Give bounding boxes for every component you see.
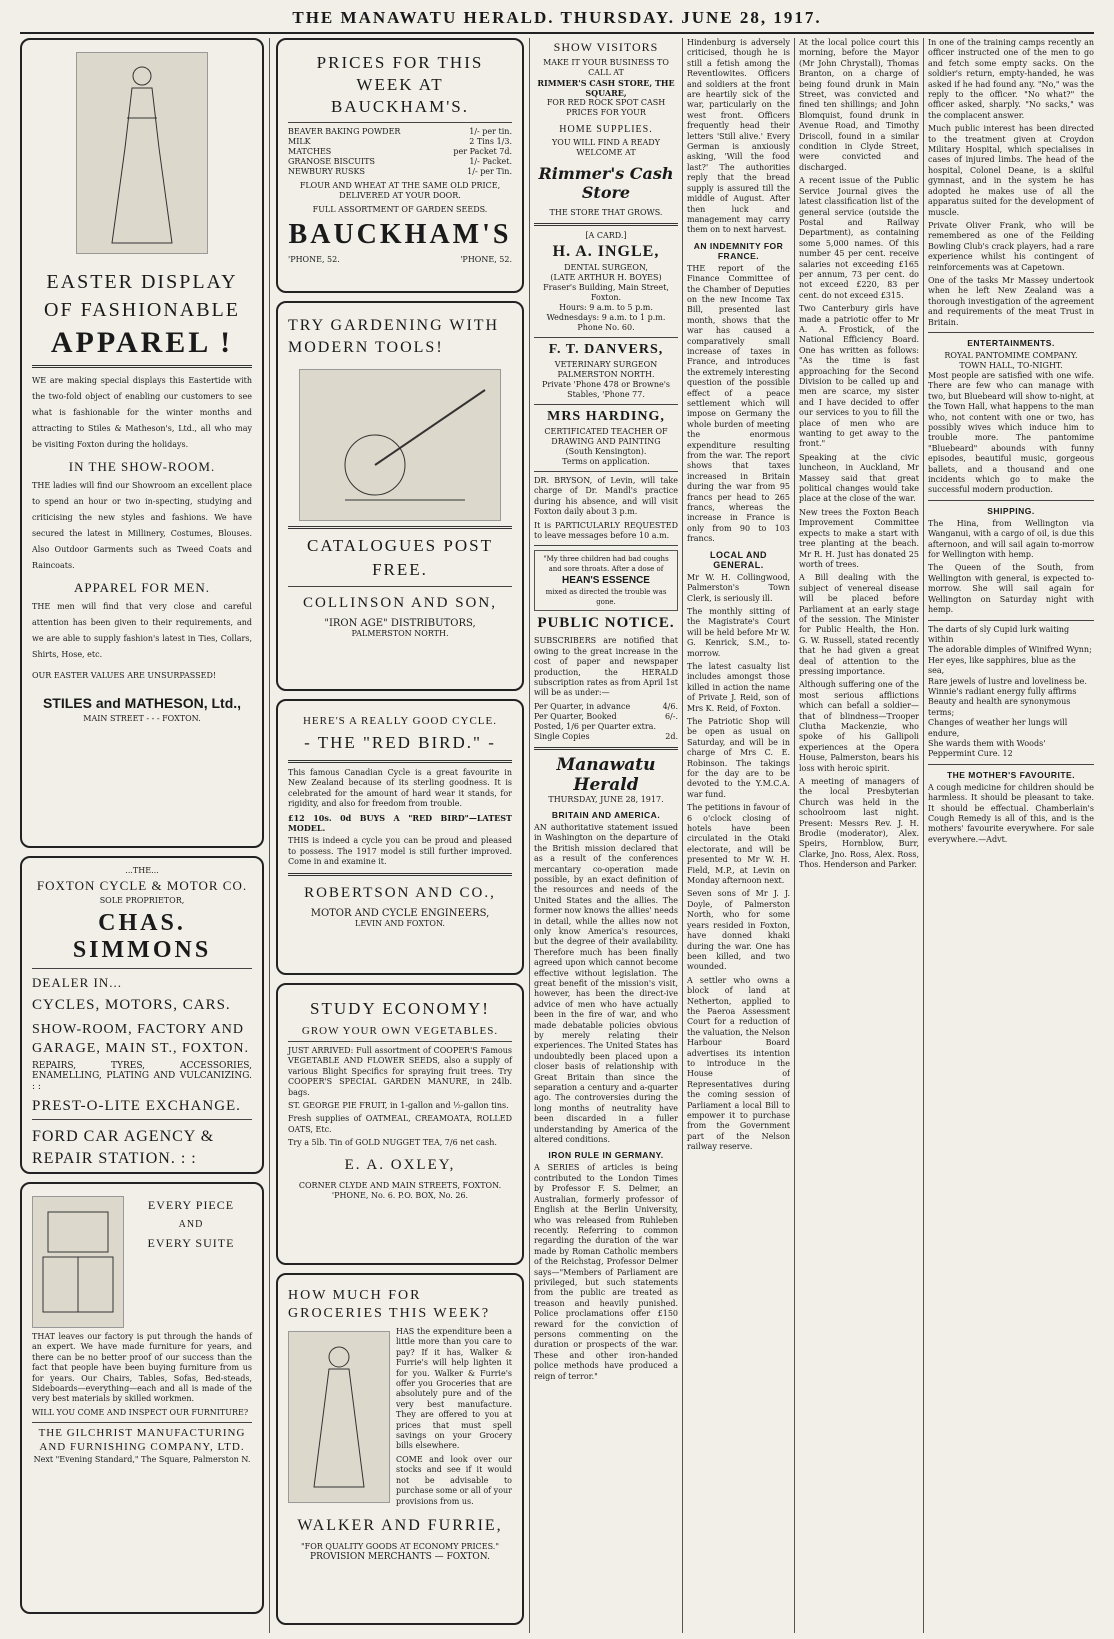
poem-line: The darts of sly Cupid lurk waiting within xyxy=(928,624,1070,644)
article-text: New trees the Foxton Beach Improvement Committee expects to make a start with tree planting at the beach. Mr R. H. Just has donated 25 worth of trees. xyxy=(799,507,919,569)
card-label: [A CARD.] xyxy=(585,231,627,240)
paper-date: THURSDAY, JUNE 28, 1917. xyxy=(548,794,664,804)
bauckham-name: BAUCKHAM'S xyxy=(288,219,512,250)
ingle-late: (LATE ARTHUR H. BOYES) xyxy=(550,273,662,282)
rate-row: Posted, 1/6 per Quarter extra. xyxy=(534,721,656,731)
rimmer-l2: RIMMER'S CASH STORE, THE SQUARE, xyxy=(537,78,675,98)
section-heading: IRON RULE IN GERMANY. xyxy=(548,1150,664,1161)
article-text: One of the tasks Mr Massey undertook when he left New Zealand was a thorough investigation of the agreement and requirements of the meat Trust in Britain. xyxy=(928,275,1094,327)
divider xyxy=(288,873,512,876)
column-divider xyxy=(923,38,924,1633)
oxley-h2: GROW YOUR OWN VEGETABLES. xyxy=(301,1025,499,1037)
divider xyxy=(288,760,512,763)
divider xyxy=(534,404,678,405)
divider xyxy=(32,1422,252,1423)
simmons-l1: ...THE... xyxy=(125,866,159,875)
harding-school: (South Kensington). xyxy=(565,447,647,456)
collinson-l1: "IRON AGE" DISTRIBUTORS, xyxy=(324,618,476,629)
column-6 xyxy=(928,38,1094,1633)
article-text: Two Canterbury girls have made a patriotic offer to Mr A. A. Frostick, of the National Efficiency Board. One has written as follows: "As the time is fast approaching for the Second Division to be called up and men are scarce, my sister and I have decided to offer our services to you to fill the place of men who are wanting to get away to the front." xyxy=(799,304,919,449)
poem-line: The adorable dimples of Winifred Wynn; xyxy=(928,645,1092,655)
iron-rule-text: A SERIES of articles is being contributed to the London Times by Professor F. S. Delmer, an Australian, formerly professor of English at the Berlin University, who was released from Ruhleben recently. Referring to common regarding the duration of the war made by Roman Catholic members of the Reichstag, Professor Delmer says—"Members of Parliament are privileged, but such statements from the public are treated as treason and heavily punished. Police proclamations offer £150 reward for the conviction of persons commenting on the duration or prospects of the war. These and other iron-handed police methods have produced a reign of terror." xyxy=(534,1163,678,1381)
simmons-l9: FORD CAR AGENCY & REPAIR STATION. : : xyxy=(32,1128,215,1168)
simmons-name: CHAS. SIMMONS xyxy=(72,910,212,963)
rate-row: Single Copies 2d. xyxy=(534,731,678,741)
poem-line: She wards them with Woods' Peppermint Cure. 12 xyxy=(928,738,1046,759)
rimmer-l5: YOU WILL FIND A READY WELCOME AT xyxy=(552,138,660,157)
stiles-showroom-text: THE ladies will find our Showroom an excellent place to spend an hour or two in-specting, studying and criticising the new styles and fashions. We have secured the latest in Millinery, Costumes, Blouses. Also Outdoor Garments such as Tweed Coats and Raincoats. xyxy=(32,481,252,570)
article-text: A recent issue of the Public Service Journal gives the latest classification list of the general service (outside the Postal and Railway Department), as containing some 5,000 names. Of this number 45 per cent. receive salaries not exceeding £165 per annum, 73 per cent. do not exceed £220, 83 per cent. do not exceed £315. xyxy=(799,176,919,300)
stiles-men-text: THE men will find that very close and careful attention has been given to their requirements, and we are able to supply fashion's latest in Ties, Collars, Shirts, Hose, etc. xyxy=(32,602,252,659)
bauckham-ad xyxy=(276,38,524,293)
dress-illustration-icon xyxy=(87,58,197,248)
harding-title: CERTIFICATED TEACHER OF DRAWING AND PAINTING xyxy=(544,427,668,446)
divider xyxy=(928,332,1094,333)
column-5 xyxy=(799,38,919,1633)
gilchrist-address: Next "Evening Standard," The Square, Palmerston N. xyxy=(33,1455,251,1465)
divider xyxy=(288,526,512,529)
column-2 xyxy=(276,38,524,1633)
stiles-showroom-heading: IN THE SHOW-ROOM. xyxy=(68,459,216,474)
simmons-l4: DEALER IN... xyxy=(32,975,122,990)
entertainment-subheading: ROYAL PANTOMIME COMPANY. xyxy=(944,350,1078,360)
gilchrist-name-2: AND FURNISHING COMPANY, LTD. xyxy=(39,1441,245,1454)
danvers-name: F. T. DANVERS, xyxy=(548,342,664,357)
gilchrist-text: THAT leaves our factory is put through the hands of an expert. We have made furniture for years, and there can be no better proof of our success than the fact that people have been buying furniture from us for years. Our Chairs, Tables, Sofas, Bed-steads, Sideboards—everything—each and all is made of the very best materials by skilled workmen. xyxy=(32,1332,252,1404)
collinson-name: COLLINSON AND SON, xyxy=(303,595,497,611)
article-text: The latest casualty list includes amongst those killed in action the name of Private J. Reid, son of Mrs K. Reid, of Foxton. xyxy=(687,661,790,713)
walker-headline: HOW MUCH FOR GROCERIES THIS WEEK? xyxy=(288,1288,491,1321)
article-text: The Hina, from Wellington via Wanganui, with a cargo of oil, is due this afternoon, and will sail again to-morrow for Wellington with hemp. xyxy=(928,518,1094,560)
collinson-l2: PALMERSTON NORTH. xyxy=(351,629,449,638)
gilchrist-name-1: THE GILCHRIST MANUFACTURING xyxy=(38,1427,246,1440)
section-heading: SHIPPING. xyxy=(987,505,1035,516)
price-row: MILK 2 Tins 1/3. xyxy=(288,137,512,146)
stiles-name: STILES and MATHESON, Ltd., xyxy=(42,695,242,712)
ingle-name: H. A. INGLE, xyxy=(552,243,660,260)
simmons-l6: SHOW-ROOM, FACTORY AND GARAGE, MAIN ST., FOXTON. xyxy=(32,1022,249,1056)
article-text: The petitions in favour of 6 o'clock closing of hotels have been circulated in the Otaki electorate, and will be presented to Mr W. H. Field, M.P., at Levin on Monday afternoon next. xyxy=(687,803,790,886)
article-text: Mr W. H. Collingwood, Palmerston's Town Clerk, is seriously ill. xyxy=(687,572,790,603)
column-divider xyxy=(794,38,795,1633)
ingle-title: DENTAL SURGEON, xyxy=(564,263,648,272)
redbird-text: This famous Canadian Cycle is a great favourite in New Zealand because of its sterling goodness. It is celebrated for the amount of hard wear it stands, for rigidity, and also for freedom from trouble. xyxy=(288,768,512,809)
rimmer-headline: SHOW VISITORS xyxy=(553,40,659,54)
column-divider xyxy=(529,38,530,1633)
shopper-icon xyxy=(294,1337,384,1497)
divider xyxy=(534,545,678,546)
divider xyxy=(534,337,678,338)
bauckham-seeds: FULL ASSORTMENT OF GARDEN SEEDS. xyxy=(312,205,488,214)
kean-text-2: mixed as directed the trouble was gone. xyxy=(545,588,667,607)
price-row: GRANOSE BISCUITS 1/- Packet. xyxy=(288,157,512,166)
stiles-headline-2: OF FASHIONABLE xyxy=(44,299,240,321)
rate-row: Per Quarter, Booked 6/-. xyxy=(534,711,678,721)
divider xyxy=(288,122,512,123)
sideboard-figure xyxy=(32,1196,124,1328)
redbird-name: ROBERTSON AND CO., xyxy=(304,884,496,901)
masthead-rule xyxy=(20,32,1094,34)
kean-ad xyxy=(534,550,678,611)
walker-l1: "FOR QUALITY GOODS AT ECONOMY PRICES." xyxy=(300,1541,500,1551)
column-divider xyxy=(269,38,270,1633)
divider xyxy=(928,500,1094,501)
kean-text-1: "My three children had bad coughs and sore throats. After a dose of xyxy=(543,555,669,574)
article-text: In one of the training camps recently an officer instructed one of the men to go and fetch some empty sacks. On the soldier's return, empty-handed, he was asked if he had found any. "No," was the reply to the officer. "No what?" the officer asked, sharply. "No sacks," was the complacent answer. xyxy=(928,38,1094,120)
price-row: MATCHES per Packet 7d. xyxy=(288,147,512,156)
article-text: Hindenburg is adversely criticised, though he is still a fetish among the Reventlowites. Officers and soldiers at the front are heartily sick of the war, particularly on the west front. Officers frequently head their letters 'Still alive.' Every German is anxiously asking, 'Will the food last?' The authorities reply that the bread supply is assured till the middle of August. After then luck and management may carry them on to next harvest. xyxy=(687,38,790,235)
walker-text-2: COME and look over our stocks and see if it would not be advisable to purchase some or all of your provisions from us. xyxy=(396,1454,512,1506)
price-row: BEAVER BAKING POWDER 1/- per tin. xyxy=(288,127,512,136)
rimmer-logo: Rimmer's Cash Store xyxy=(538,164,674,202)
poem-line: Her eyes, like sapphires, blue as the sea, xyxy=(928,655,1076,676)
kean-name: HEAN'S ESSENCE xyxy=(562,575,650,587)
article-text: The monthly sitting of the Magistrate's Court will be held before Mr W. G. Kenrick, S.M., to-morrow. xyxy=(687,606,790,658)
poem xyxy=(928,625,1094,760)
article-text: Although suffering one of the most serious afflictions which can befall a soldier—that of blindness—Trooper Clutha Mackenzie, who spoke of his Gallipoli experiences at the Opera House, Palmerston, bears his loss with heroic spirit. xyxy=(799,680,919,773)
divider xyxy=(288,1041,512,1042)
rimmer-l3: FOR RED ROCK SPOT CASH PRICES FOR YOUR xyxy=(546,98,666,117)
oxley-name: E. A. OXLEY, xyxy=(344,1156,456,1173)
walker-text-1: HAS the expenditure been a little more than you care to pay? If it has, Walker & Furrie's will help lighten it for you. Walker & Furrie's offer you Groceries that are absolutely pure and of the very best manufacture. They are offered to you at prices that must spell savings on your Grocery bills elsewhere. xyxy=(396,1327,512,1451)
bauckham-price-list xyxy=(288,127,512,177)
divider xyxy=(32,1119,252,1120)
fashion-figure xyxy=(76,52,208,254)
section-heading: ENTERTAINMENTS. xyxy=(967,337,1055,348)
column-1 xyxy=(20,38,264,1622)
divider xyxy=(534,747,678,750)
column-divider xyxy=(682,38,683,1633)
article-text: Most people are satisfied with one wife. There are few who can manage with two, but Bluebeard will show to-night, at the Town Hall, what happens to the man who, not content with one or two, has possibly wives which induce him to trouble more. The pantomime "Bluebeard" abounds with funny episodes, beautiful music, gorgeous ballets, and a thousand and one incidents which go to make the successful modern production. xyxy=(928,370,1094,495)
simmons-l3: SOLE PROPRIETOR, xyxy=(99,896,185,905)
walker-l2: PROVISION MERCHANTS — FOXTON. xyxy=(310,1551,490,1562)
stiles-values: OUR EASTER VALUES ARE UNSURPASSED! xyxy=(32,671,217,680)
stiles-matheson-ad xyxy=(20,38,264,848)
danvers-title: VETERINARY SURGEON xyxy=(554,360,658,369)
divider xyxy=(534,223,678,226)
bauckham-headline: PRICES FOR THIS WEEK AT BAUCKHAM'S. xyxy=(316,53,484,116)
simmons-l5: CYCLES, MOTORS, CARS. xyxy=(32,997,231,1013)
bryson-request: It is PARTICULARLY REQUESTED to leave messages before 10 a.m. xyxy=(534,520,678,541)
section-heading: LOCAL AND GENERAL. xyxy=(710,549,767,570)
article-text: Much public interest has been directed to the treatment given at Croydon Military Hospital, which specialises in cases of injured limbs. The head of the hospital, Colonel Deane, is a skilful gymnast, and in the system he has adopted he makes use of all the apparatus suited for the development of muscle. xyxy=(928,124,1094,217)
article-text: A cough medicine for children should be harmless. It should be pleasant to take. It should be effectual. Chamberlain's Cough Remedy is all of this, and is the mothers' favourite everywhere. For sale everywhere.—Advt. xyxy=(928,782,1094,844)
poem-line: Beauty and health are synonymous terms; xyxy=(928,697,1071,717)
rimmer-tag: THE STORE THAT GROWS. xyxy=(549,208,663,217)
britain-america-text: AN authoritative statement issued in Washington on the departure of the British mission declared that as a result of the conferences mercantary co-operation made possible, by an exact definition of the resources and needs of the United States and the allies. The former now knows the allies' needs in detail, while the allies now not only know America's resources, but the degree of their availability. Therefore much has been finally agreed upon which cannot become effective without legislation. The great benefit of the mission's visit, however, has been the direct-ive advice of men who have actually been in the fire of war, and who made debatable policies obvious by merely relating their experiences. The United States has undoubtedly been placed upon a closer basis of relationship with Great Britain than since the separation a century and a-quarter ago. The controversies during the long months of neutrality have been discarded in a fuller understanding by America of the altered conditions. xyxy=(534,822,678,1145)
section-heading: AN INDEMNITY FOR FRANCE. xyxy=(693,240,784,261)
divider xyxy=(288,586,512,587)
ingle-address: Fraser's Building, Main Street, Foxton. xyxy=(543,283,669,302)
redbird-h2: - THE "RED BIRD." - xyxy=(304,733,496,752)
redbird-text-2: THIS is indeed a cycle you can be proud and pleased to possess. The 1917 model is still further improved. Come in and examine it. xyxy=(288,836,512,867)
notice-text: SUBSCRIBERS are notified that owing to the great increase in the cost of paper and newspaper production, the HERALD subscription rates as from April 1st will be as under:— xyxy=(534,636,678,698)
collinson-headline: TRY GARDENING WITH MODERN TOOLS! xyxy=(288,317,500,356)
article-text: A meeting of managers of the local Presbyterian Church was held in the schoolroom last night. Present: Messrs Rev. J. H. Brodie (moderator), Alex. Speirs, Hornblow, Burr, Clarke, Jno. Ross, Alex. Ross, Thos. Henderson and Parker. xyxy=(799,777,919,870)
oxley-l2: 'PHONE, No. 6. P.O. BOX, No. 26. xyxy=(331,1190,469,1200)
cultivator-figure xyxy=(299,369,501,521)
rate-row: Per Quarter, in advance 4/6. xyxy=(534,701,678,711)
article-text: At the local police court this morning, before the Mayor (Mr John Chrystall), Thomas Branton, on a charge of being found drunk in Main Street, was convicted and fined ten shillings; and John Blomquist, found drunk in Avenue Road, and Timothy Driscoll, found in a similar condition in Clyde Street, were convicted and discharged. xyxy=(799,38,919,172)
stiles-headline-1: EASTER DISPLAY xyxy=(46,271,238,293)
gilchrist-ad xyxy=(20,1182,264,1614)
paper-title: Manawatu Herald xyxy=(556,754,656,795)
bryson-notice: DR. BRYSON, of Levin, will take charge of Dr. Mandl's practice during his absence, and will visit Foxton daily about 3 p.m. xyxy=(534,476,678,517)
cultivator-icon xyxy=(305,375,495,515)
bauckham-phones: 'PHONE, 52. 'PHONE, 52. xyxy=(288,255,512,264)
stiles-intro: WE are making special displays this Eastertide with the two-fold object of enabling our customers to see what is fashionable for the winter months and attracting to Stiles & Matheson's, Ltd., all who may be visiting Foxton during the holidays. xyxy=(32,376,252,449)
divider xyxy=(928,764,1094,765)
article-text: The Queen of the South, from Wellington with general, is expected to-morrow. She will sail again for Wellington on Saturday night with hemp. xyxy=(928,563,1094,615)
ingle-hours: Hours: 9 a.m. to 5 p.m. Wednesdays: 9 a.m. to 1 p.m. xyxy=(546,303,666,322)
redbird-l2: LEVIN AND FOXTON. xyxy=(355,918,445,928)
collinson-ad xyxy=(276,301,524,691)
walker-name: WALKER AND FURRIE, xyxy=(297,1516,503,1534)
redbird-ad xyxy=(276,699,524,975)
masthead: THE MANAWATU HERALD. THURSDAY. JUNE 28, 1917. xyxy=(292,8,822,27)
stiles-address: MAIN STREET - - - FOXTON. xyxy=(83,714,201,724)
walker-furrie-ad xyxy=(276,1273,524,1625)
redbird-l1: MOTOR AND CYCLE ENGINEERS, xyxy=(310,907,490,919)
oxley-h1: STUDY ECONOMY! xyxy=(310,999,490,1018)
harding-terms: Terms on application. xyxy=(562,457,650,466)
article-text: Seven sons of Mr J. J. Doyle, of Palmerston North, who for some years resided in Foxton, have donned khaki during the war. One has been killed, and two wounded. xyxy=(687,889,790,972)
divider xyxy=(534,471,678,472)
price-row: NEWBURY RUSKS 1/- per Tin. xyxy=(288,167,512,176)
harding-name: MRS HARDING, xyxy=(547,409,665,424)
column-3 xyxy=(534,38,678,1385)
section-heading: BRITAIN AND AMERICA. xyxy=(551,809,661,820)
oxley-l1: CORNER CLYDE AND MAIN STREETS, FOXTON. xyxy=(298,1180,502,1190)
oxley-ad xyxy=(276,983,524,1265)
oxley-text-4: Try a 5lb. Tin of GOLD NUGGET TEA, 7/6 net cash. xyxy=(288,1138,497,1148)
poem-line: Changes of weather her lungs will endure, xyxy=(928,718,1068,738)
simmons-ad xyxy=(20,856,264,1174)
ingle-phone: Phone No. 60. xyxy=(577,323,635,332)
simmons-l7: REPAIRS, TYRES, ACCESSORIES, ENAMELLING, PLATING AND VULCANIZING. : : xyxy=(32,1061,252,1092)
column-4 xyxy=(687,38,790,1633)
divider xyxy=(928,620,1094,621)
shopper-figure xyxy=(288,1331,390,1503)
rimmer-l1: MAKE IT YOUR BUSINESS TO CALL AT xyxy=(543,58,669,77)
entertainment-subheading: TOWN HALL, TO-NIGHT. xyxy=(959,360,1063,370)
redbird-price: £12 10s. 0d BUYS A "RED BIRD"—LATEST MODEL. xyxy=(288,812,512,834)
article-text: The Patriotic Shop will be open as usual on Saturday, and will be in charge of Mrs C. E. Robinson. The takings for the day are to be devoted to the Y.M.C.A. war fund. xyxy=(687,716,790,799)
simmons-company: FOXTON CYCLE & MOTOR CO. xyxy=(36,878,248,893)
gilchrist-h2: AND xyxy=(178,1219,204,1230)
notice-heading: PUBLIC NOTICE. xyxy=(537,615,675,632)
collinson-catalogues: CATALOGUES POST FREE. xyxy=(307,536,493,579)
rimmer-l4: HOME SUPPLIES. xyxy=(559,124,653,135)
oxley-text-1: JUST ARRIVED: Full assortment of COOPER'S Famous VEGETABLE AND FLOWER SEEDS, also a supply of various Blight Specifics for spraying fruit trees. Try COOPER'S SPECIAL GARDEN MANURE, in 24lb. bags. xyxy=(288,1046,512,1097)
article-text: THE report of the Finance Committee of the Chamber of Deputies on the new Income Tax Bill, presented last month, shows that the war has caused a comparatively small increase of taxes in France, and introduces the extremely interesting question of the possible effect of a peace settlement which will impose on Germany the whole burden of meeting the enormous expenditure resulting from the war. The report shows that taxes increased in Britain during the war from 95 francs per head to 265 francs, whereas the increase in France is only from 90 to 103 francs. xyxy=(687,263,790,544)
article-text: Speaking at the civic luncheon, in Auckland, Mr Massey said that great political changes would take place at the close of the war. xyxy=(799,452,919,504)
oxley-text-2: ST. GEORGE PIE FRUIT, in 1-gallon and ½-gallon tins. xyxy=(288,1101,509,1111)
redbird-h1: HERE'S A REALLY GOOD CYCLE. xyxy=(302,715,497,727)
section-heading: THE MOTHER'S FAVOURITE. xyxy=(946,769,1076,780)
divider xyxy=(32,968,252,969)
article-text: Private Oliver Frank, who will be remembered as one of the Feilding Bowling Club's crack players, had a rare experience whilst his contingent of reinforcements was at Capetown. xyxy=(928,220,1094,272)
gilchrist-h3: EVERY SUITE xyxy=(147,1236,235,1250)
poem-line: Winnie's radiant energy fully affirms xyxy=(928,686,1077,696)
gilchrist-invite: WILL YOU COME AND INSPECT OUR FURNITURE? xyxy=(32,1407,249,1417)
divider xyxy=(32,365,252,368)
sideboard-icon xyxy=(38,1202,118,1322)
poem-line: Rare jewels of lustre and loveliness be. xyxy=(928,676,1087,686)
danvers-phone: Private 'Phone 478 or Browne's Stables, 'Phone 77. xyxy=(541,380,671,399)
bauckham-flour: FLOUR AND WHEAT AT THE SAME OLD PRICE, DELIVERED AT YOUR DOOR. xyxy=(299,181,501,200)
gilchrist-h1: EVERY PIECE xyxy=(147,1198,235,1212)
danvers-town: PALMERSTON NORTH. xyxy=(557,370,655,379)
stiles-headline-3: APPAREL ! xyxy=(50,326,234,359)
stiles-men-heading: APPAREL FOR MEN. xyxy=(73,580,211,595)
article-text: A Bill dealing with the subject of venereal disease will be placed before Parliament at an early stage of the session. The Minister for Public Health, the Hon. G. W. Russell, stated recently that he had given a great deal of attention to the pressing importance. xyxy=(799,573,919,676)
article-text: A settler who owns a block of land at Netherton, applied to the Paeroa Assessment Court for a reduction of the valuation, the Nelson Harbour Board advertises its intention to introduce in the House of Representatives during the coming session of Parliament a local Bill to empower it to purchase from the Government part of the Nelson railway reserve. xyxy=(687,975,790,1152)
simmons-l8: PREST-O-LITE EXCHANGE. xyxy=(32,1098,241,1115)
oxley-text-3: Fresh supplies of OATMEAL, CREAMOATA, ROLLED OATS, Etc. xyxy=(288,1114,512,1134)
